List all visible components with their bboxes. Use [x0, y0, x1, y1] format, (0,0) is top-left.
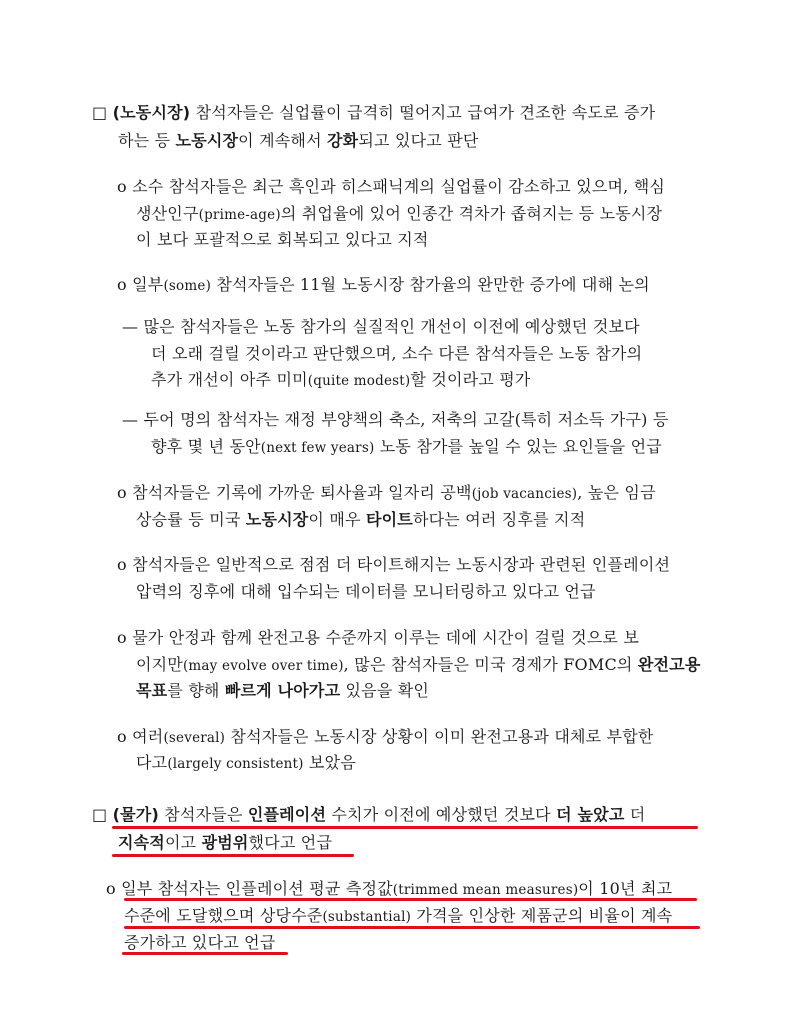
bullet-1-line-1 — [117, 176, 665, 198]
red-underline — [124, 926, 700, 929]
text: 이 보다 포괄적으로 회복되고 있다고 지적 — [136, 230, 429, 249]
text: 이고 — [164, 833, 202, 852]
text: 되고 있다고 판단 — [358, 131, 479, 150]
dash-marker-icon: — — [122, 410, 139, 429]
text: 증가하고 있다고 언급 — [124, 933, 276, 952]
text: 수치가 이전에 예상했던 것보다 — [326, 805, 557, 824]
text: (several) — [163, 730, 226, 746]
text: 더 오래 걸릴 것이라고 판단했으며, 소수 다른 참석자들은 노동 참가의 — [151, 344, 643, 363]
emphasis-text: 인플레이션 — [247, 805, 327, 824]
bullet-marker-icon: o — [117, 628, 127, 647]
dash-2-line-2 — [151, 436, 662, 459]
text: 일부 — [132, 275, 164, 294]
bullet-7-line-3 — [124, 932, 275, 954]
bullet-marker-icon: o — [117, 275, 127, 294]
bullet-1-line-3 — [136, 229, 429, 251]
text: 하는 등 — [118, 131, 176, 150]
emphasis-text: 빠르게 나아가고 — [224, 681, 341, 700]
text: 참석자들은 실업률이 급격히 떨어지고 급여가 견조한 속도로 증가 — [190, 103, 656, 122]
text: 할 것이라고 평가 — [410, 370, 531, 389]
text: , 높은 임금 — [577, 483, 656, 502]
text: (quite modest) — [307, 373, 411, 389]
bullet-4-line-2 — [136, 581, 596, 603]
emphasis-text: 더 높았고 — [556, 805, 625, 824]
dash-1-line-1 — [122, 316, 640, 338]
bullet-5-line-2 — [136, 654, 700, 677]
bullet-marker-icon: o — [117, 177, 127, 196]
bullet-7-line-2 — [124, 905, 672, 928]
dash-1-line-2 — [151, 343, 642, 365]
text: 참석자들은 — [158, 805, 248, 824]
emphasis-text: 노동시장 — [175, 131, 239, 150]
red-underline — [112, 826, 698, 829]
bullet-2-line-1 — [117, 274, 650, 297]
dash-2-line-1 — [122, 409, 669, 431]
text: (trimmed mean measures) — [392, 882, 579, 898]
text: 를 향해 — [167, 681, 225, 700]
emphasis-text: 완전고용 — [637, 655, 701, 674]
prices-heading-line-1 — [92, 804, 645, 826]
text: 더 — [624, 805, 646, 824]
emphasis-text: 타이트 — [365, 510, 413, 529]
bullet-6-line-2 — [136, 752, 356, 775]
text: 압력의 징후에 대해 입수되는 데이터를 모니터링하고 있다고 언급 — [136, 582, 596, 601]
emphasis-text: 노동시장 — [245, 510, 309, 529]
text: 참석자들은 일반적으로 점점 더 타이트해지는 노동시장과 관련된 인플레이션 — [132, 555, 671, 574]
text: 여러 — [132, 727, 164, 746]
text: (prime-age) — [198, 207, 281, 223]
bullet-marker-icon: o — [117, 483, 127, 502]
text: 이지만 — [136, 655, 183, 674]
emphasis-text: 광범위 — [201, 833, 249, 852]
text: 일부 참석자는 인플레이션 평균 측정값 — [121, 879, 393, 898]
text: 두어 명의 참석자는 재정 부양책의 축소, 저축의 고갈(특히 저소득 가구) 등 — [143, 410, 669, 429]
text: 다고 — [136, 753, 168, 772]
red-underline — [112, 854, 354, 857]
emphasis-text: 지속적 — [118, 833, 165, 852]
bullet-6-line-1 — [117, 726, 654, 749]
bullet-1-line-2 — [136, 203, 662, 226]
dash-marker-icon: — — [122, 317, 139, 336]
red-underline — [124, 898, 697, 901]
bullet-3-line-1 — [117, 482, 656, 505]
labor-heading-line-2 — [118, 130, 479, 152]
text: (job vacancies) — [471, 486, 578, 502]
text: 의 취업율에 있어 인종간 격차가 좁혀지는 등 노동시장 — [280, 204, 663, 223]
text: 이 매우 — [308, 510, 366, 529]
bullet-5-line-3 — [136, 680, 429, 702]
text: 참석자들은 기록에 가까운 퇴사율과 일자리 공백 — [132, 483, 472, 502]
dash-1-line-3 — [151, 369, 531, 392]
text: (largely consistent) — [167, 756, 304, 772]
text: 수준에 도달했으며 상당수준 — [124, 906, 323, 925]
text: 참석자들은 노동시장 상황이 이미 완전고용과 대체로 부합한 — [225, 727, 654, 746]
text: (substantial) — [322, 909, 412, 925]
text: 향후 몇 년 동안 — [151, 437, 261, 456]
emphasis-text: 목표 — [136, 681, 168, 700]
text: 가격을 인상한 제품군의 비율이 계속 — [411, 906, 673, 925]
text: , 많은 참석자들은 미국 경제가 FOMC의 — [343, 655, 638, 674]
prices-heading-line-2 — [118, 832, 332, 854]
section-heading-labor: (노동시장) — [112, 103, 191, 122]
text: 했다고 언급 — [248, 833, 333, 852]
bullet-marker-icon: o — [117, 727, 127, 746]
checkbox-marker-icon: □ — [92, 103, 108, 122]
text: 이 10년 최고 — [578, 879, 673, 898]
text: (may evolve over time) — [182, 658, 344, 674]
bullet-marker-icon: o — [117, 555, 127, 574]
labor-heading-line-1 — [92, 102, 655, 124]
text: 있음을 확인 — [340, 681, 430, 700]
text: 추가 개선이 아주 미미 — [151, 370, 308, 389]
text: 참석자들은 11월 노동시장 참가율의 완만한 증가에 대해 논의 — [211, 275, 650, 294]
bullet-4-line-1 — [117, 554, 670, 576]
checkbox-marker-icon: □ — [92, 805, 108, 824]
text: 하다는 여러 징후를 지적 — [412, 510, 586, 529]
text: 생산인구 — [136, 204, 199, 223]
bullet-5-line-1 — [117, 627, 639, 649]
text: 이 계속해서 — [238, 131, 328, 150]
bullet-3-line-2 — [136, 509, 585, 531]
text: 상승률 등 미국 — [136, 510, 246, 529]
text: 물가 안정과 함께 완전고용 수준까지 이루는 데에 시간이 걸릴 것으로 보 — [132, 628, 640, 647]
red-underline — [122, 952, 288, 955]
text: 많은 참석자들은 노동 참가의 실질적인 개선이 이전에 예상했던 것보다 — [143, 317, 640, 336]
emphasis-text: 강화 — [327, 131, 359, 150]
text: 보았음 — [303, 753, 356, 772]
text: 노동 참가를 높일 수 있는 요인들을 언급 — [374, 437, 662, 456]
text: 소수 참석자들은 최근 흑인과 히스패닉계의 실업률이 감소하고 있으며, 핵심 — [132, 177, 666, 196]
text: (next few years) — [260, 440, 375, 456]
text: (some) — [163, 278, 212, 294]
bullet-marker-icon: o — [106, 879, 116, 898]
section-heading-prices: (물가) — [112, 805, 159, 824]
